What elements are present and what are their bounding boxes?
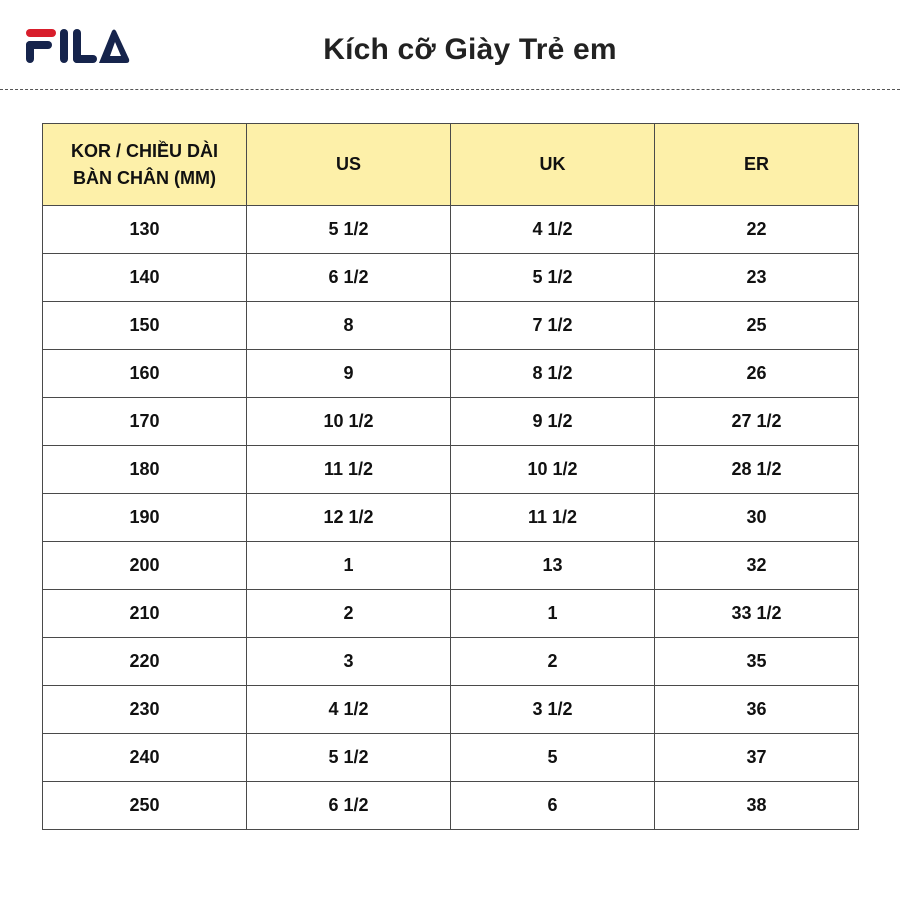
- cell-us: 1: [247, 542, 451, 590]
- cell-kor: 200: [43, 542, 247, 590]
- table-row: [43, 686, 859, 734]
- cell-kor: 160: [43, 350, 247, 398]
- cell-er: 22: [655, 206, 859, 254]
- cell-kor: 180: [43, 446, 247, 494]
- cell-er: 26: [655, 350, 859, 398]
- cell-uk: 1: [451, 590, 655, 638]
- cell-us: 5 1/2: [247, 206, 451, 254]
- cell-er: 23: [655, 254, 859, 302]
- fila-logo-icon: [26, 29, 130, 63]
- table-row: [43, 446, 859, 494]
- cell-uk: 7 1/2: [451, 302, 655, 350]
- cell-er: 25: [655, 302, 859, 350]
- table-row: [43, 590, 859, 638]
- cell-us: 6 1/2: [247, 782, 451, 830]
- cell-kor: 240: [43, 734, 247, 782]
- cell-us: 2: [247, 590, 451, 638]
- table-row: [43, 638, 859, 686]
- cell-uk: 5 1/2: [451, 254, 655, 302]
- cell-kor: 230: [43, 686, 247, 734]
- cell-uk: 10 1/2: [451, 446, 655, 494]
- cell-er: 27 1/2: [655, 398, 859, 446]
- cell-er: 36: [655, 686, 859, 734]
- cell-er: 32: [655, 542, 859, 590]
- cell-us: 10 1/2: [247, 398, 451, 446]
- cell-kor: 150: [43, 302, 247, 350]
- table-row: [43, 782, 859, 830]
- cell-uk: 6: [451, 782, 655, 830]
- table-row: [43, 350, 859, 398]
- table-row: [43, 398, 859, 446]
- cell-kor: 130: [43, 206, 247, 254]
- dashed-divider: [0, 89, 900, 90]
- cell-uk: 2: [451, 638, 655, 686]
- cell-er: 38: [655, 782, 859, 830]
- cell-us: 3: [247, 638, 451, 686]
- page-title: Kích cỡ Giày Trẻ em: [323, 33, 617, 66]
- cell-kor: 210: [43, 590, 247, 638]
- cell-us: 12 1/2: [247, 494, 451, 542]
- column-header-uk: UK: [451, 124, 655, 206]
- cell-uk: 5: [451, 734, 655, 782]
- cell-us: 8: [247, 302, 451, 350]
- column-header-line: KOR / CHIỀU DÀI: [70, 140, 218, 161]
- table-row: [43, 206, 859, 254]
- cell-er: 28 1/2: [655, 446, 859, 494]
- table-row: [43, 302, 859, 350]
- table-row: [43, 494, 859, 542]
- table-header-row: [43, 124, 859, 206]
- cell-us: 6 1/2: [247, 254, 451, 302]
- cell-kor: 220: [43, 638, 247, 686]
- cell-us: 9: [247, 350, 451, 398]
- cell-er: 33 1/2: [655, 590, 859, 638]
- cell-kor: 140: [43, 254, 247, 302]
- cell-uk: 9 1/2: [451, 398, 655, 446]
- cell-er: 35: [655, 638, 859, 686]
- cell-uk: 8 1/2: [451, 350, 655, 398]
- cell-uk: 11 1/2: [451, 494, 655, 542]
- table-row: [43, 254, 859, 302]
- cell-kor: 250: [43, 782, 247, 830]
- cell-uk: 3 1/2: [451, 686, 655, 734]
- table-row: [43, 734, 859, 782]
- column-header-er: ER: [655, 124, 859, 206]
- cell-er: 30: [655, 494, 859, 542]
- cell-kor: 170: [43, 398, 247, 446]
- table-row: [43, 542, 859, 590]
- cell-uk: 13: [451, 542, 655, 590]
- column-header-kor-foot-length: [43, 124, 247, 206]
- column-header-us: US: [247, 124, 451, 206]
- column-header-line: BÀN CHÂN (MM): [73, 167, 216, 188]
- cell-us: 4 1/2: [247, 686, 451, 734]
- cell-kor: 190: [43, 494, 247, 542]
- cell-us: 11 1/2: [247, 446, 451, 494]
- cell-uk: 4 1/2: [451, 206, 655, 254]
- kids-shoe-size-table: [42, 123, 859, 830]
- cell-us: 5 1/2: [247, 734, 451, 782]
- cell-er: 37: [655, 734, 859, 782]
